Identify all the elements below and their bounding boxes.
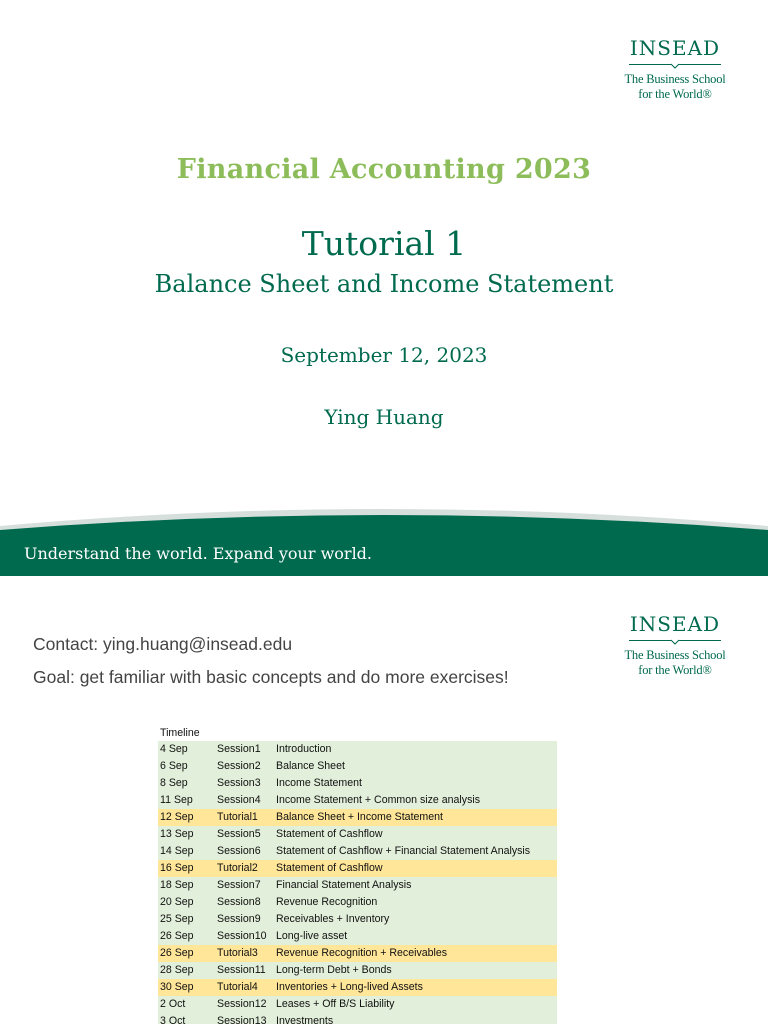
insead-logo xyxy=(600,37,750,102)
timeline-date: 8 Sep xyxy=(160,777,188,789)
timeline-row xyxy=(158,894,557,911)
timeline-session: Session6 xyxy=(217,845,261,857)
timeline-date: 16 Sep xyxy=(160,862,194,874)
timeline-date: 28 Sep xyxy=(160,964,194,976)
logo-wordmark: INSEAD xyxy=(629,36,721,60)
timeline-date: 14 Sep xyxy=(160,845,194,857)
info-slide xyxy=(0,576,768,1024)
timeline-date: 30 Sep xyxy=(160,981,194,993)
timeline-row xyxy=(158,843,557,860)
timeline-topic: Financial Statement Analysis xyxy=(276,879,412,891)
timeline-table xyxy=(158,726,557,1024)
logo-rule xyxy=(629,61,721,69)
timeline-row xyxy=(158,877,557,894)
timeline-session: Session9 xyxy=(217,913,261,925)
logo-tagline-1: The Business School xyxy=(624,648,726,662)
timeline-row xyxy=(158,792,557,809)
timeline-topic: Income Statement xyxy=(276,777,362,789)
timeline-date: 25 Sep xyxy=(160,913,194,925)
timeline-rows xyxy=(158,741,557,1024)
timeline-date: 20 Sep xyxy=(160,896,194,908)
timeline-date: 2 Oct xyxy=(160,998,186,1010)
insead-logo xyxy=(600,613,750,678)
tutorial-title: Tutorial 1 xyxy=(301,224,467,263)
timeline-topic: Receivables + Inventory xyxy=(276,913,390,925)
timeline-session: Tutorial4 xyxy=(217,981,258,993)
timeline-session: Session3 xyxy=(217,777,261,789)
slogan: Understand the world. Expand your world. xyxy=(24,544,373,563)
timeline-date: 4 Sep xyxy=(160,743,188,755)
logo-tagline-2: for the World® xyxy=(638,663,712,677)
timeline-row xyxy=(158,945,557,962)
timeline-row xyxy=(158,996,557,1013)
timeline-topic: Long-term Debt + Bonds xyxy=(276,964,392,976)
timeline-label: Timeline xyxy=(160,727,200,739)
tutorial-date: September 12, 2023 xyxy=(280,343,488,367)
timeline-topic: Revenue Recognition + Receivables xyxy=(276,947,448,959)
logo-rule xyxy=(629,637,721,645)
timeline-date: 13 Sep xyxy=(160,828,194,840)
timeline-topic: Statement of Cashflow xyxy=(276,828,383,840)
timeline-topic: Income Statement + Common size analysis xyxy=(276,794,481,806)
timeline-topic: Revenue Recognition xyxy=(276,896,378,908)
presenter-name: Ying Huang xyxy=(324,405,444,429)
timeline-date: 26 Sep xyxy=(160,947,194,959)
goal-line: Goal: get familiar with basic concepts and do more exercises! xyxy=(33,667,509,687)
timeline-session: Session4 xyxy=(217,794,261,806)
timeline-row xyxy=(158,1013,557,1024)
timeline-date: 11 Sep xyxy=(160,794,193,806)
timeline-session: Session10 xyxy=(217,930,267,942)
timeline-topic: Statement of Cashflow xyxy=(276,862,383,874)
timeline-row xyxy=(158,860,557,877)
logo-chevron-icon xyxy=(671,637,679,645)
timeline-session: Session12 xyxy=(217,998,267,1010)
timeline-topic: Introduction xyxy=(276,743,332,755)
timeline-row xyxy=(158,809,557,826)
timeline-session: Tutorial2 xyxy=(217,862,258,874)
timeline-topic: Statement of Cashflow + Financial Statement Analysis xyxy=(276,845,531,857)
timeline-row xyxy=(158,775,557,792)
timeline-session: Tutorial1 xyxy=(217,811,258,823)
timeline-session: Session2 xyxy=(217,760,261,772)
timeline-date: 18 Sep xyxy=(160,879,194,891)
logo-tagline-2: for the World® xyxy=(638,87,712,101)
timeline-session: Session11 xyxy=(217,964,266,976)
timeline-date: 26 Sep xyxy=(160,930,194,942)
timeline-session: Tutorial3 xyxy=(217,947,258,959)
timeline-row xyxy=(158,962,557,979)
timeline-date: 12 Sep xyxy=(160,811,194,823)
timeline-session: Session7 xyxy=(217,879,261,891)
timeline-row xyxy=(158,979,557,996)
timeline-topic: Inventories + Long-lived Assets xyxy=(276,981,423,993)
timeline-date: 6 Sep xyxy=(160,760,188,772)
timeline-session: Session13 xyxy=(217,1015,267,1024)
timeline-row xyxy=(158,911,557,928)
tutorial-subtitle: Balance Sheet and Income Statement xyxy=(154,270,614,298)
footer-band xyxy=(0,492,768,576)
logo-chevron-icon xyxy=(671,61,679,69)
logo-wordmark: INSEAD xyxy=(629,612,721,636)
timeline-topic: Balance Sheet + Income Statement xyxy=(276,811,443,823)
timeline-session: Session5 xyxy=(217,828,261,840)
timeline-session: Session1 xyxy=(217,743,261,755)
contact-line: Contact: ying.huang@insead.edu xyxy=(33,634,293,654)
timeline-topic: Leases + Off B/S Liability xyxy=(276,998,395,1010)
timeline-topic: Balance Sheet xyxy=(276,760,345,772)
timeline-topic: Long-live asset xyxy=(276,930,348,942)
timeline-session: Session8 xyxy=(217,896,261,908)
course-title: Financial Accounting 2023 xyxy=(176,154,592,185)
logo-tagline-1: The Business School xyxy=(624,72,726,86)
timeline-row xyxy=(158,758,557,775)
timeline-row xyxy=(158,928,557,945)
timeline-date: 3 Oct xyxy=(160,1015,186,1024)
timeline-row xyxy=(158,826,557,843)
timeline-topic: Investments xyxy=(276,1015,334,1024)
timeline-row xyxy=(158,741,557,758)
